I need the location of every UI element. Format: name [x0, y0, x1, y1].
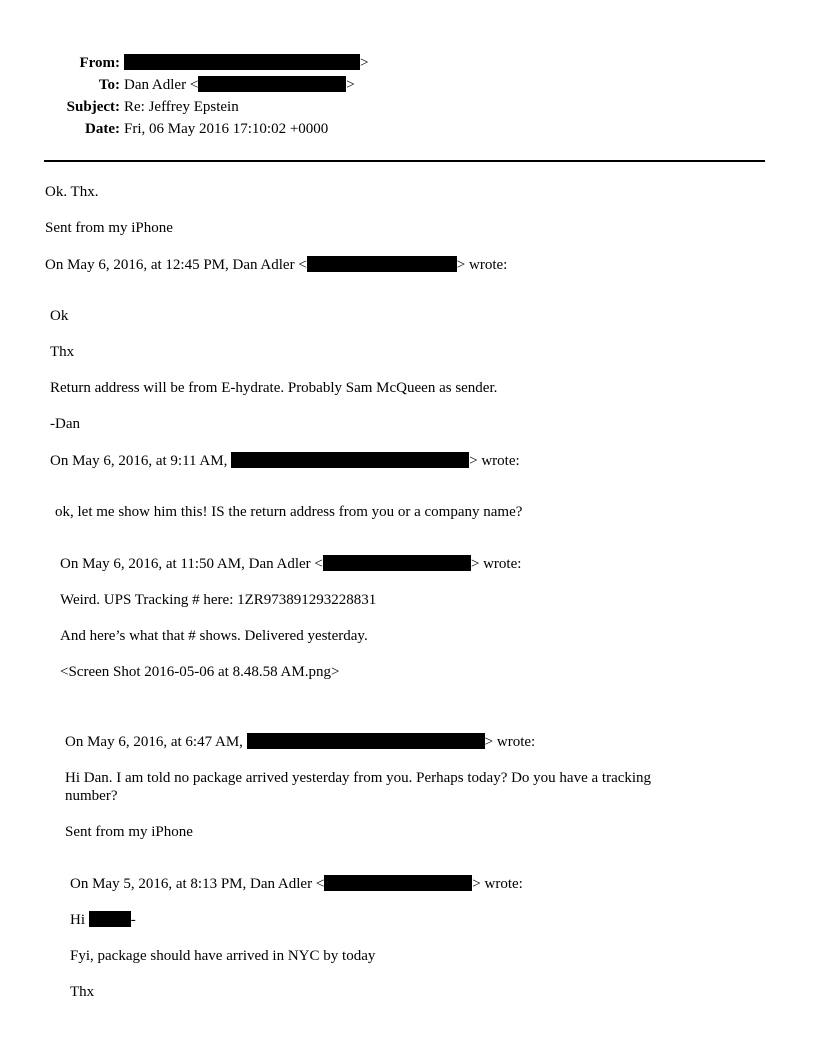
quoted-line: Hi Dan. I am told no package arrived yesterday from you. Perhaps today? Do you have a tracking number? — [65, 770, 652, 804]
from-suffix: > — [360, 55, 369, 71]
quoted-line: Ok — [50, 308, 69, 324]
greeting-suffix: - — [130, 912, 136, 928]
quoted-line: Sent from my iPhone — [65, 824, 193, 840]
quoted-line: Thx — [70, 984, 95, 1000]
date-label: Date: — [85, 121, 120, 137]
redaction-block — [323, 555, 471, 571]
attachment-placeholder: <Screen Shot 2016-05-06 at 8.48.58 AM.png> — [60, 664, 340, 680]
date-value: Fri, 06 May 2016 17:10:02 +0000 — [124, 121, 329, 137]
quoted-line: Thx — [50, 344, 75, 360]
redaction-block — [307, 256, 457, 272]
subject-label: Subject: — [66, 99, 120, 115]
to-label: To: — [98, 77, 120, 93]
from-label: From: — [79, 55, 120, 71]
reply-text: Ok. Thx. — [45, 184, 99, 200]
header-divider — [44, 160, 765, 162]
quote-attribution-5 — [70, 875, 523, 893]
greeting-line — [70, 911, 136, 929]
attribution-suffix: > wrote: — [469, 453, 520, 469]
quote-attribution-2 — [50, 452, 520, 470]
quoted-line: And here’s what that # shows. Delivered yesterday. — [60, 628, 368, 644]
redaction-block — [247, 733, 485, 749]
redaction-block — [89, 911, 131, 927]
attribution-suffix: > wrote: — [470, 556, 522, 572]
to-suffix: > — [346, 77, 355, 93]
quoted-line: ok, let me show him this! IS the return address from you or a company name? — [55, 504, 523, 520]
greeting-prefix: Hi — [70, 912, 89, 928]
quote-attribution-1 — [45, 256, 507, 274]
quote-attribution-4 — [65, 733, 535, 751]
to-prefix: Dan Adler < — [124, 77, 199, 93]
quoted-line: Return address will be from E-hydrate. Probably Sam McQueen as sender. — [50, 380, 498, 396]
attribution-suffix: > wrote: — [484, 734, 536, 750]
to-value — [124, 76, 355, 94]
quoted-line: -Dan — [50, 416, 80, 432]
from-value — [124, 54, 368, 72]
quoted-line: Fyi, package should have arrived in NYC by today — [70, 948, 376, 964]
attribution-prefix: On May 6, 2016, at 11:50 AM, Dan Adler < — [60, 556, 323, 572]
attribution-suffix: > wrote: — [456, 257, 508, 273]
redaction-block — [124, 54, 360, 70]
attribution-prefix: On May 6, 2016, at 12:45 PM, Dan Adler < — [45, 257, 307, 273]
attribution-prefix: On May 6, 2016, at 9:11 AM, — [50, 453, 232, 469]
attribution-prefix: On May 5, 2016, at 8:13 PM, Dan Adler < — [70, 876, 325, 892]
quoted-line: Weird. UPS Tracking # here: 1ZR973891293228831 — [60, 592, 377, 608]
reply-signature: Sent from my iPhone — [45, 220, 173, 236]
attribution-prefix: On May 6, 2016, at 6:47 AM, — [65, 734, 247, 750]
subject-value: Re: Jeffrey Epstein — [124, 99, 239, 115]
redaction-block — [198, 76, 346, 92]
attribution-suffix: > wrote: — [472, 876, 523, 892]
redaction-block — [324, 875, 472, 891]
quote-attribution-3 — [60, 555, 521, 573]
redaction-block — [231, 452, 469, 468]
